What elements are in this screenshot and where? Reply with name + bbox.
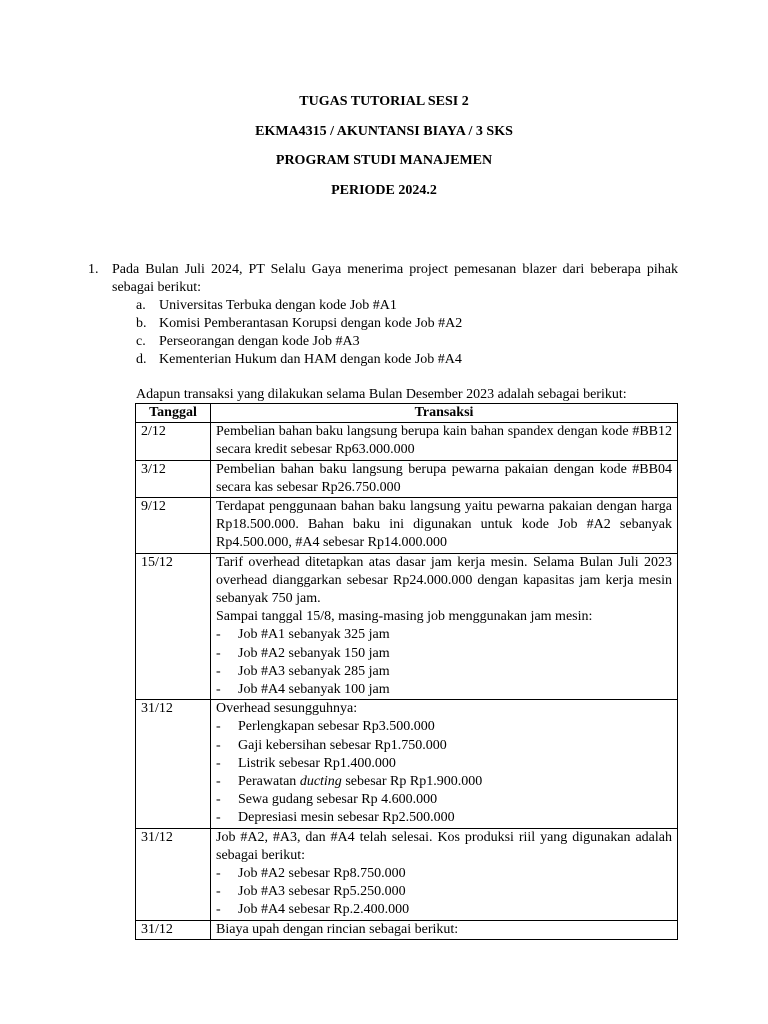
- dash-bullet: -: [216, 810, 221, 826]
- dash-bullet: -: [216, 627, 221, 643]
- list-item: [216, 773, 672, 791]
- row-transaction: [211, 700, 678, 828]
- list-item-text-post: sebesar Rp Rp1.900.000: [341, 774, 483, 790]
- option-text: Perseorangan dengan kode Job #A3: [159, 334, 360, 349]
- list-item-text: Job #A4 sebesar Rp.2.400.000: [238, 902, 410, 918]
- row-transaction: Biaya upah dengan rincian sebagai berikut:: [211, 920, 678, 939]
- table-row: [136, 460, 678, 497]
- option-text: Kementerian Hukum dan HAM dengan kode Job #A4: [159, 352, 462, 367]
- question-number: 1.: [88, 262, 99, 277]
- dash-bullet: -: [216, 663, 221, 679]
- option-letter: a.: [136, 298, 146, 313]
- list-item-text: Depresiasi mesin sebesar Rp2.500.000: [238, 810, 455, 826]
- list-item-text: Gaji kebersihan sebesar Rp1.750.000: [238, 737, 447, 753]
- transaction-text: Overhead sesungguhnya:: [216, 701, 358, 717]
- row-date: 31/12: [136, 700, 211, 828]
- row-transaction: Terdapat penggunaan bahan baku langsung yaitu pewarna pakaian dengan harga Rp18.500.000. Bahan baku ini digunakan untuk kode Job #A2 sebanyak Rp4.500.000, #A4 sebesar Rp14.000.000: [211, 498, 678, 554]
- list-item-text: Listrik sebesar Rp1.400.000: [238, 755, 396, 771]
- list-item-text: Job #A1 sebanyak 325 jam: [238, 627, 390, 643]
- row-date: 15/12: [136, 553, 211, 700]
- document-header: [0, 94, 768, 212]
- column-header-transaction: Transaksi: [211, 404, 678, 423]
- question-1: [88, 261, 678, 369]
- option-letter: b.: [136, 316, 147, 331]
- table-header-row: [136, 404, 678, 423]
- list-item-text: Job #A4 sebanyak 100 jam: [238, 682, 390, 698]
- row-date: 3/12: [136, 460, 211, 497]
- row-transaction: Pembelian bahan baku langsung berupa kain bahan spandex dengan kode #BB12 secara kredit sebesar Rp63.000.000: [211, 423, 678, 460]
- row-date: 31/12: [136, 828, 211, 920]
- table-row: [136, 700, 678, 828]
- list-item: [216, 737, 672, 755]
- row-transaction: [211, 553, 678, 700]
- table-intro: Adapun transaksi yang dilakukan selama Bulan Desember 2023 adalah sebagai berikut:: [136, 387, 627, 402]
- header-program: PROGRAM STUDI MANAJEMEN: [275, 153, 493, 168]
- dash-bullet: -: [216, 645, 221, 661]
- row-date: 2/12: [136, 423, 211, 460]
- list-item-text: Job #A3 sebanyak 285 jam: [238, 663, 390, 679]
- option-text: Universitas Terbuka dengan kode Job #A1: [159, 298, 397, 313]
- list-item: [216, 901, 672, 919]
- dash-bullet: -: [216, 866, 221, 882]
- table-row: [136, 553, 678, 700]
- list-item: [216, 626, 672, 644]
- header-period: PERIODE 2024.2: [331, 182, 437, 198]
- list-item: [216, 718, 672, 736]
- dash-bullet: -: [216, 719, 221, 735]
- list-item: [216, 883, 672, 901]
- dash-bullet: -: [216, 902, 221, 918]
- list-item: [216, 645, 672, 663]
- row-transaction: Pembelian bahan baku langsung berupa pewarna pakaian dengan kode #BB04 secara kas sebesar Rp26.750.000: [211, 460, 678, 497]
- dash-bullet: -: [216, 755, 221, 771]
- option-item: [136, 351, 678, 369]
- list-item-text: Job #A3 sebesar Rp5.250.000: [238, 884, 406, 900]
- list-item-text: Sewa gudang sebesar Rp 4.600.000: [238, 792, 438, 808]
- list-item-text: Job #A2 sebesar Rp8.750.000: [238, 866, 406, 882]
- transaction-table: [135, 403, 678, 940]
- list-item: [216, 663, 672, 681]
- table-row: [136, 828, 678, 920]
- dash-bullet: -: [216, 884, 221, 900]
- list-item: [216, 681, 672, 699]
- dash-bullet: -: [216, 774, 221, 790]
- option-text: Komisi Pemberantasan Korupsi dengan kode Job #A2: [159, 316, 463, 331]
- option-item: [136, 333, 678, 351]
- option-item: [136, 315, 678, 333]
- dash-bullet: -: [216, 682, 221, 698]
- option-item: [136, 297, 678, 315]
- row-date: 31/12: [136, 920, 211, 939]
- transaction-text: Tarif overhead ditetapkan atas dasar jam kerja mesin. Selama Bulan Juli 2023 overhead dianggarkan sebesar Rp24.000.000 dengan kapasitas jam kerja mesin sebanyak 750 jam.: [216, 554, 672, 607]
- transaction-text: Job #A2, #A3, dan #A4 telah selesai. Kos produksi riil yang digunakan adalah sebagai berikut:: [216, 829, 672, 863]
- column-header-date: Tanggal: [136, 404, 211, 423]
- transaction-subtext: Sampai tanggal 15/8, masing-masing job menggunakan jam mesin:: [216, 609, 593, 625]
- option-list: [136, 297, 678, 369]
- list-item-text: Perlengkapan sebesar Rp3.500.000: [238, 719, 435, 735]
- production-cost-list: [216, 865, 672, 920]
- header-title: TUGAS TUTORIAL SESI 2: [299, 94, 469, 109]
- dash-bullet: -: [216, 737, 221, 753]
- list-item-text-emphasis: ducting: [299, 774, 342, 790]
- option-letter: c.: [136, 334, 146, 349]
- dash-bullet: -: [216, 792, 221, 808]
- list-item-text-pre: Perawatan: [238, 774, 300, 790]
- table-row: [136, 423, 678, 460]
- header-course: EKMA4315 / AKUNTANSI BIAYA / 3 SKS: [255, 123, 513, 139]
- list-item: [216, 865, 672, 883]
- list-item: [216, 791, 672, 809]
- machine-hours-list: [216, 626, 672, 699]
- option-letter: d.: [136, 352, 147, 367]
- table-row: [136, 498, 678, 554]
- list-item: [216, 809, 672, 827]
- row-date: 9/12: [136, 498, 211, 554]
- list-item: [216, 755, 672, 773]
- row-transaction: [211, 828, 678, 920]
- list-item-text: Job #A2 sebanyak 150 jam: [238, 645, 390, 661]
- question-text: Pada Bulan Juli 2024, PT Selalu Gaya menerima project pemesanan blazer dari beberapa pihak sebagai berikut:: [112, 262, 678, 295]
- actual-overhead-list: [216, 718, 672, 827]
- table-row: [136, 920, 678, 939]
